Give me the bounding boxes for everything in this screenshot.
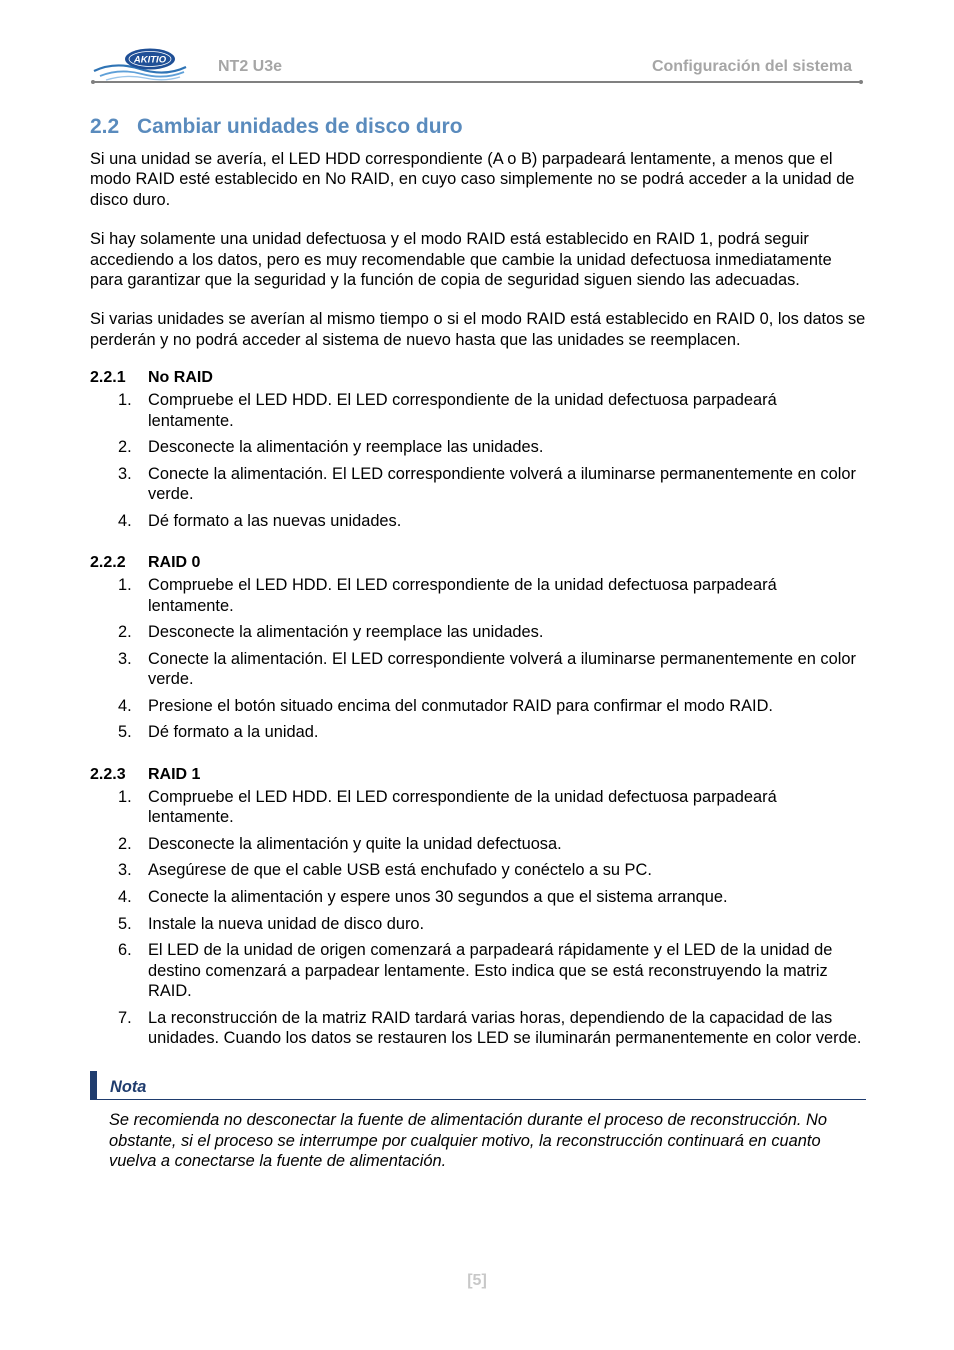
paragraph: Si varias unidades se averían al mismo tiempo o si el modo RAID está establecido en RAID 0, los datos se perderán y no podrá acceder al sistema de nuevo hasta que las unidades se reemplacen. <box>90 310 866 349</box>
note-text: Se recomienda no desconectar la fuente de alimentación durante el proceso de reconstrucción. No obstante, si el proceso se interrumpe por cualquier motivo, la reconstrucción continuará en cuanto vuelva a conectarse la fuente de alimentación. <box>109 1111 827 1171</box>
list-item: 2. Desconecte la alimentación y reemplace las unidades. <box>118 438 544 457</box>
note-accent-bar <box>90 1071 97 1100</box>
steps-list-raid0 <box>90 575 866 743</box>
page-number: [5] <box>467 1272 487 1289</box>
list-item: 3. Conecte la alimentación. El LED correspondiente volverá a iluminarse permanentemente en color verde. <box>118 464 856 504</box>
page-content <box>90 115 866 1172</box>
header-rule <box>90 80 864 84</box>
header-chapter: Configuración del sistema <box>651 58 852 75</box>
page-header <box>90 44 864 88</box>
section-heading: 2.2 Cambiar unidades de disco duro <box>90 115 463 138</box>
list-item: 3. Asegúrese de que el cable USB está enchufado y conéctelo a su PC. <box>118 861 652 880</box>
list-item: 5. Instale la nueva unidad de disco duro. <box>118 914 425 933</box>
list-item: 1. Compruebe el LED HDD. El LED correspondiente de la unidad defectuosa parpadeará lentamente. <box>118 787 777 827</box>
list-item: 1. Compruebe el LED HDD. El LED correspondiente de la unidad defectuosa parpadeará lentamente. <box>118 576 777 615</box>
subsection-heading-raid0: 2.2.2 RAID 0 <box>90 554 201 572</box>
subsection-heading-raid1: 2.2.3 RAID 1 <box>90 765 201 783</box>
steps-list-no-raid <box>90 390 866 531</box>
header-product: NT2 U3e <box>218 58 283 75</box>
svg-text:AKITIO: AKITIO <box>133 54 167 66</box>
akitio-logo <box>90 44 190 84</box>
list-item: 4. Conecte la alimentación y espere unos 30 segundos a que el sistema arranque. <box>118 888 728 907</box>
list-item: 2. Desconecte la alimentación y quite la unidad defectuosa. <box>118 834 562 853</box>
list-item: 6. El LED de la unidad de origen comenzará a parpadeará rápidamente y el LED de la unidad de destino comenzará a parpadear lentamente. Esto indica que se está reconstruyendo la matriz RAID. <box>118 941 833 1001</box>
list-item: 5. Dé formato a la unidad. <box>118 723 319 742</box>
list-item: 4. Presione el botón situado encima del conmutador RAID para confirmar el modo RAID. <box>118 696 773 715</box>
list-item: 2. Desconecte la alimentación y reemplace las unidades. <box>118 623 544 642</box>
list-item: 7. La reconstrucción de la matriz RAID tardará varias horas, dependiendo de la capacidad de las unidades. Cuando los datos se restauren los LED se iluminarán permanentemente en color verde. <box>118 1008 862 1048</box>
subsection-heading-no-raid: 2.2.1 No RAID <box>90 369 213 387</box>
paragraph: Si hay solamente una unidad defectuosa y el modo RAID está establecido en RAID 1, podrá seguir accediendo a los datos, pero es muy recomendable que cambie la unidad defectuosa inmediatamente para garantizar que la seguridad y la función de copia de seguridad siguen siendo las adecuadas. <box>90 230 832 290</box>
paragraph: Si una unidad se avería, el LED HDD correspondiente (A o B) parpadeará lentamente, a menos que el modo RAID esté establecido en No RAID, en cuyo caso simplemente no se podrá acceder a la unidad de disco duro. <box>90 150 855 209</box>
list-item: 4. Dé formato a las nuevas unidades. <box>118 511 402 530</box>
note-box <box>90 1071 866 1171</box>
steps-list-raid1 <box>90 787 866 1049</box>
list-item: 3. Conecte la alimentación. El LED correspondiente volverá a iluminarse permanentemente en color verde. <box>118 649 856 689</box>
note-header <box>90 1071 866 1100</box>
list-item: 1. Compruebe el LED HDD. El LED correspondiente de la unidad defectuosa parpadeará lentamente. <box>118 391 777 430</box>
note-title: Nota <box>110 1078 147 1097</box>
